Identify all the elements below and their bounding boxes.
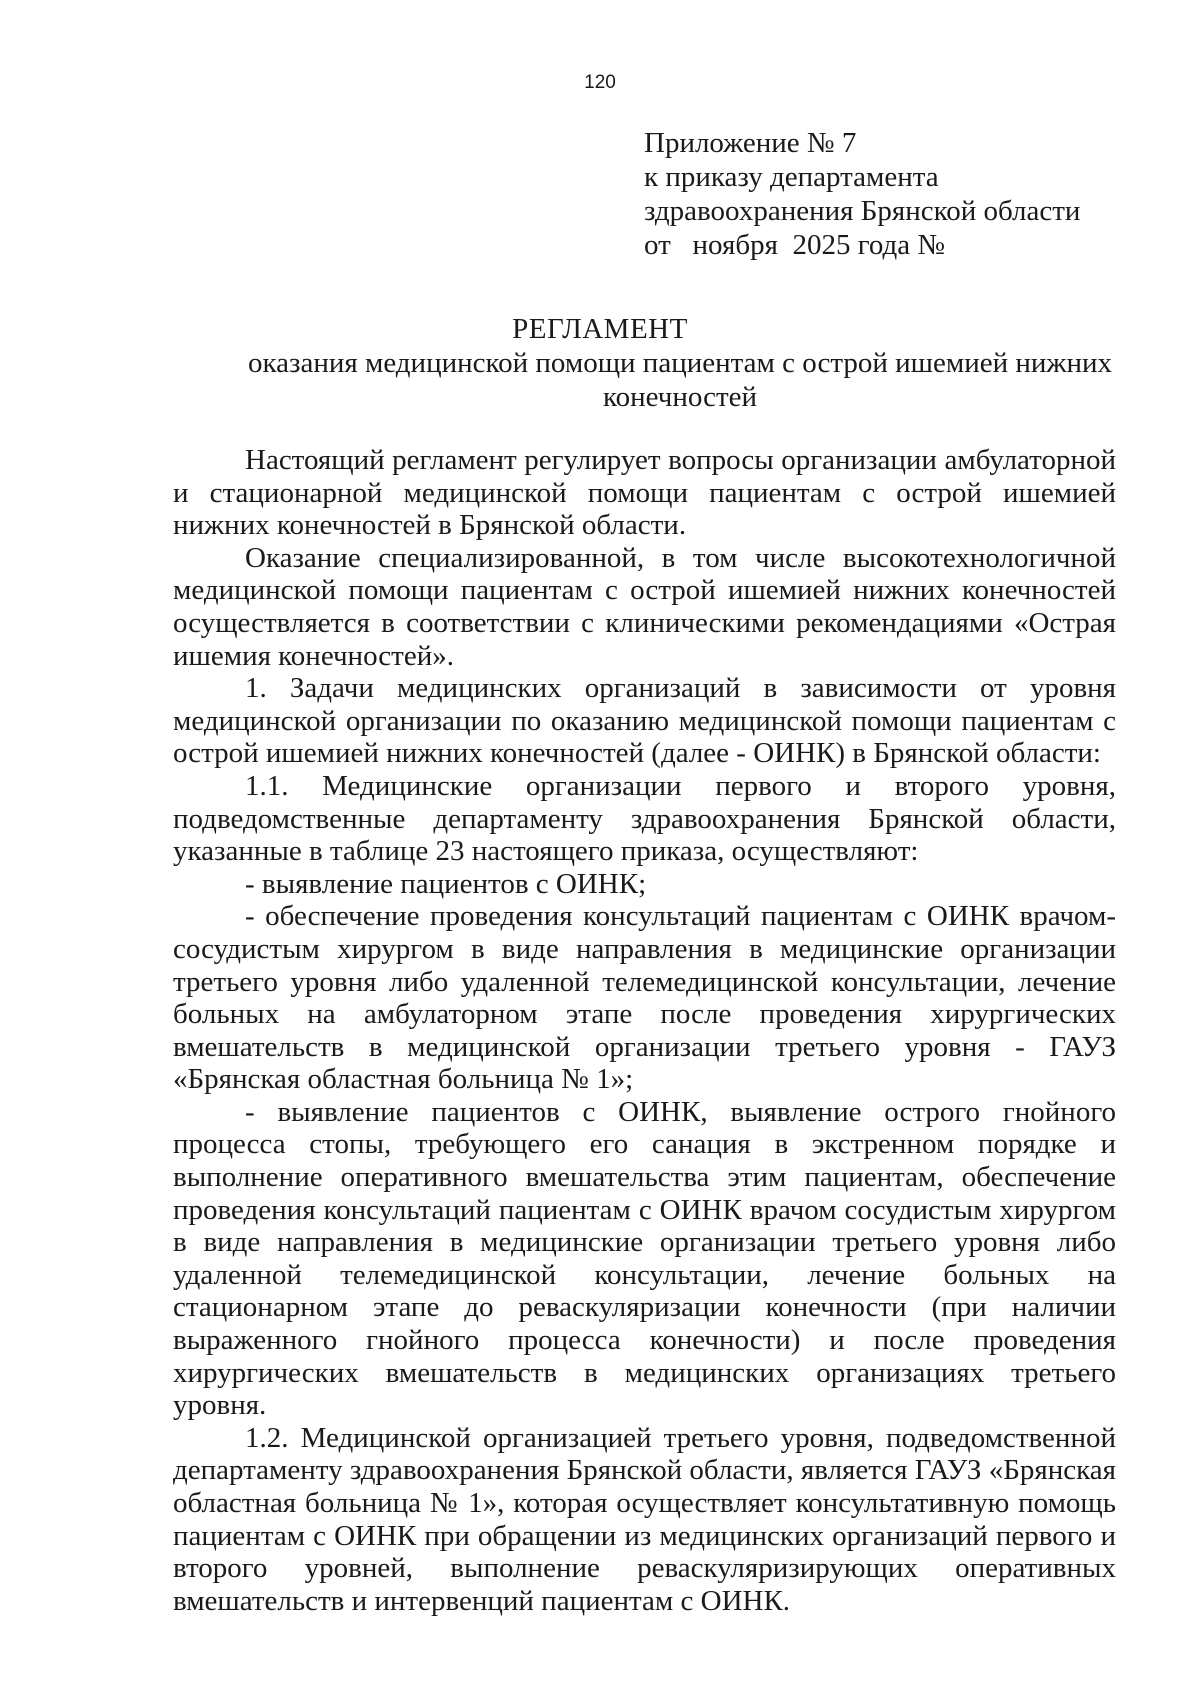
- document-title: РЕГЛАМЕНТ: [512, 313, 688, 345]
- appendix-line: Приложение № 7: [644, 127, 857, 159]
- page-number: 120: [584, 72, 616, 93]
- paragraph: 1.1. Медицинские организации первого и второго уровня, подведомственные департаменту здравоохранения Брянской области, указанные в таблице 23 настоящего приказа, осуществляют:: [173, 769, 1116, 868]
- paragraph: Настоящий регламент регулирует вопросы организации амбулаторной и стационарной медицинской помощи пациентам с острой ишемией нижних конечностей в Брянской области.: [173, 444, 1116, 542]
- paragraph: 1. Задачи медицинских организаций в зависимости от уровня медицинской организации по оказанию медицинской помощи пациентам с острой ишемией нижних конечностей (далее - ОИНК) в Брянской области:: [173, 672, 1116, 770]
- list-item: - выявление пациентов с ОИНК;: [245, 867, 647, 900]
- appendix-block: [644, 126, 1080, 262]
- document-body: [173, 444, 1116, 1617]
- appendix-line: к приказу департамента: [644, 161, 939, 193]
- list-item: - выявление пациентов с ОИНК, выявление острого гнойного процесса стопы, требующего его санация в экстренном порядке и выполнение оперативного вмешательства этим пациентам, обеспечение проведения консультаций пациентам с ОИНК врачом сосудистым хирургом в виде направления в медицинские организации третьего уровня либо удаленной телемедицинской консультации, лечение больных на стационарном этапе до реваскуляризации конечности (при наличии выраженного гнойного процесса конечности) и после проведения хирургических вмешательств в медицинских организациях третьего уровня.: [173, 1095, 1116, 1422]
- document-subtitle: оказания медицинской помощи пациентам с острой ишемией нижних конечностей: [247, 347, 1112, 413]
- appendix-line: от ноября 2025 года №: [644, 229, 946, 261]
- list-item: - обеспечение проведения консультаций пациентам с ОИНК врачом-сосудистым хирургом в виде направления в медицинские организации третьего уровня либо удаленной телемедицинской консультации, лечение больных на амбулаторном этапе после проведения хирургических вмешательств в медицинской организации третьего уровня - ГАУЗ «Брянская областная больница № 1»;: [173, 900, 1116, 1096]
- paragraph: Оказание специализированной, в том числе высокотехнологичной медицинской помощи пациентам с острой ишемией нижних конечностей осуществляется в соответствии с клиническими рекомендациями «Острая ишемия конечностей».: [173, 541, 1116, 672]
- paragraph: 1.2. Медицинской организацией третьего уровня, подведомственной департаменту здравоохранения Брянской области, является ГАУЗ «Брянская областная больница № 1», которая осуществляет консультативную помощь пациентам с ОИНК при обращении из медицинских организаций первого и второго уровней, выполнение реваскуляризирующих оперативных вмешательств и интервенций пациентам с ОИНК.: [173, 1421, 1116, 1617]
- appendix-line: здравоохранения Брянской области: [644, 195, 1081, 227]
